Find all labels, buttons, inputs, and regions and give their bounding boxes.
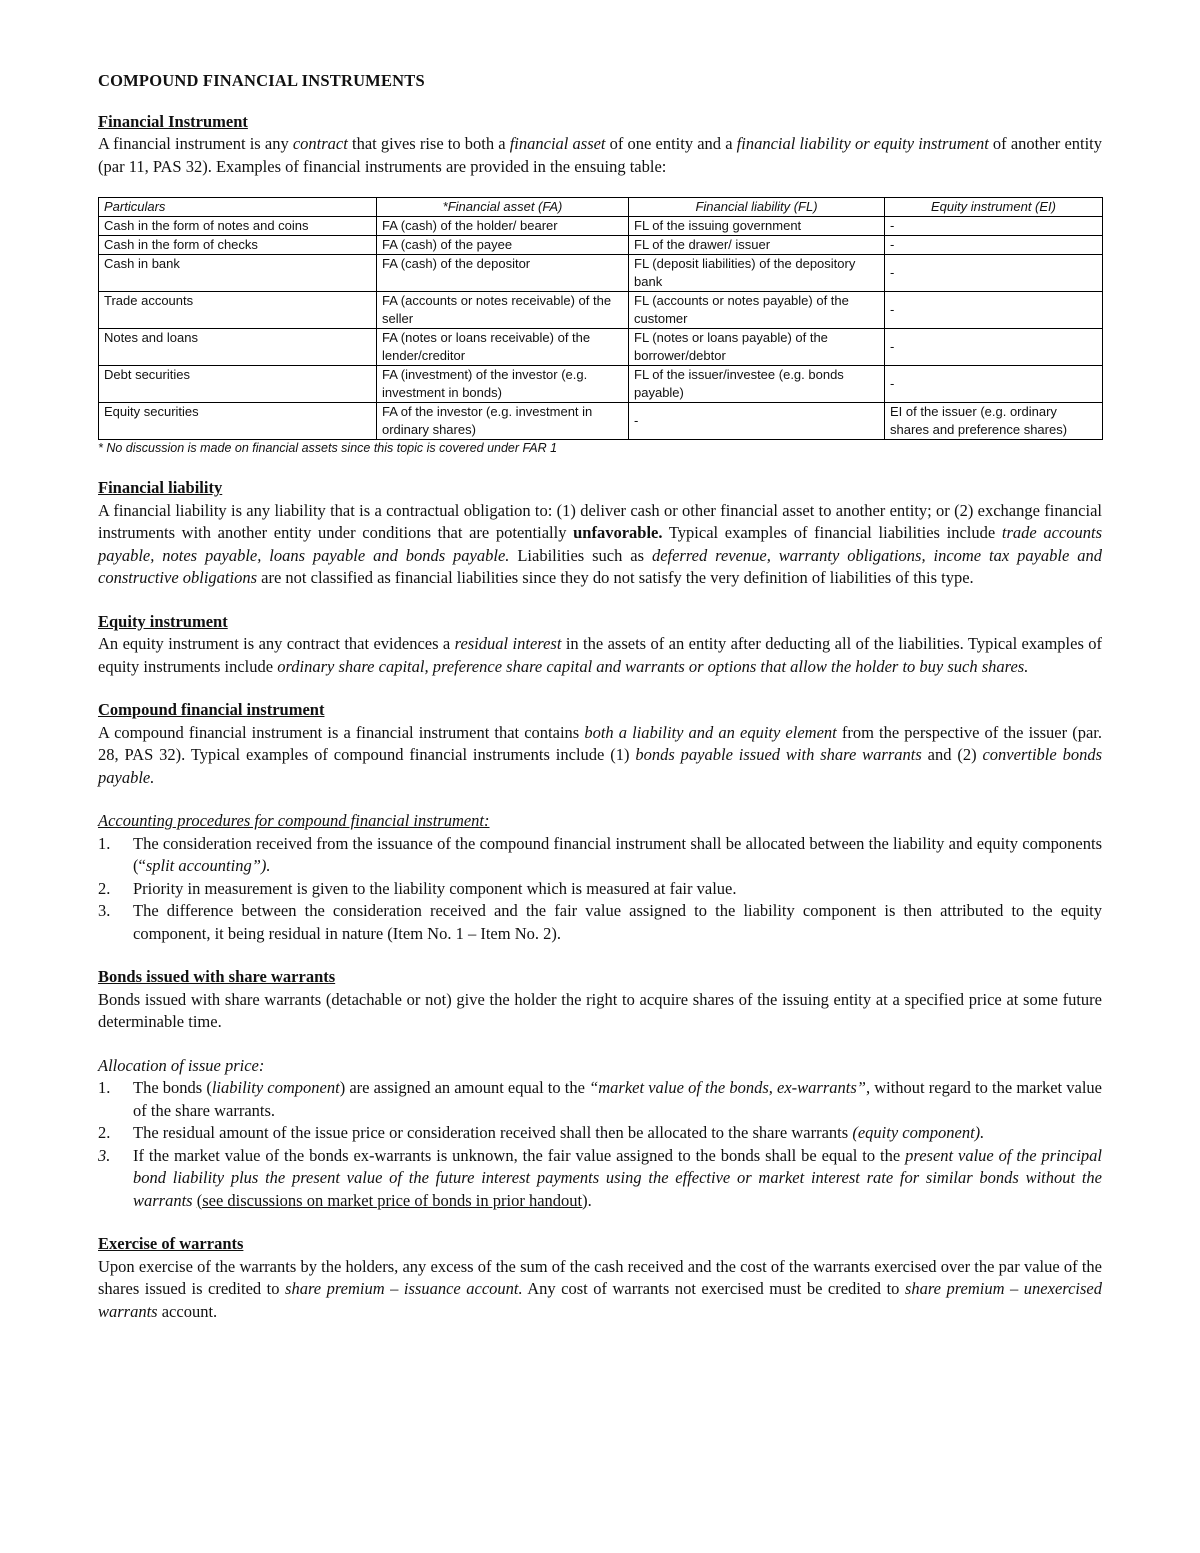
table-cell: - <box>885 292 1103 329</box>
section-heading: Equity instrument <box>98 611 228 631</box>
table-row <box>99 329 1103 366</box>
section-compound-financial-instrument <box>98 699 1102 945</box>
section-financial-liability <box>98 477 1102 590</box>
table-row <box>99 292 1103 329</box>
section-exercise-of-warrants <box>98 1233 1102 1323</box>
list-item: 1. The consideration received from the issuance of the compound financial instrument shall be allocated between the liability and equity components (“split accounting”). <box>98 833 1102 875</box>
table-cell: Notes and loans <box>99 329 377 366</box>
table-cell: FA of the investor (e.g. investment in ordinary shares) <box>377 403 629 440</box>
table-cell: FA (cash) of the holder/ bearer <box>377 217 629 236</box>
table-header-cell: Particulars <box>99 198 377 217</box>
list-item: 2. Priority in measurement is given to the liability component which is measured at fair value. <box>98 878 737 898</box>
table-cell: FA (investment) of the investor (e.g. investment in bonds) <box>377 366 629 403</box>
table-header-cell: *Financial asset (FA) <box>377 198 629 217</box>
section-heading: Bonds issued with share warrants <box>98 967 336 986</box>
section-bonds-with-warrants <box>98 966 1102 1212</box>
table-cell: FA (cash) of the depositor <box>377 255 629 292</box>
table-cell: FL (notes or loans payable) of the borrower/debtor <box>629 329 885 366</box>
table-cell: EI of the issuer (e.g. ordinary shares and preference shares) <box>885 403 1103 440</box>
table-row <box>99 255 1103 292</box>
section-financial-instrument <box>98 111 1102 179</box>
allocation-title: Allocation of issue price: <box>98 1055 265 1075</box>
table-cell: FL of the drawer/ issuer <box>629 236 885 255</box>
table-cell: FL (accounts or notes payable) of the customer <box>629 292 885 329</box>
table-cell: FL of the issuer/investee (e.g. bonds payable) <box>629 366 885 403</box>
table-row <box>99 217 1103 236</box>
table-cell: - <box>629 403 885 440</box>
table-cell: - <box>885 255 1103 292</box>
section-paragraph: A financial instrument is any contract that gives rise to both a financial asset of one entity and a financial liability or equity instrument of another entity (par 11, PAS 32). Examples of financial instruments are provided in the ensuing table: <box>98 134 1103 176</box>
table-row <box>99 366 1103 403</box>
table-cell: FL of the issuing government <box>629 217 885 236</box>
list-item: 3. The difference between the consideration received and the fair value assigned to the liability component is then attributed to the equity component, it being residual in nature (Item No. 1 – Item No. 2). <box>98 901 1102 943</box>
table-cell: Cash in the form of notes and coins <box>99 217 377 236</box>
document-page <box>98 68 1102 1323</box>
table-cell: Cash in bank <box>99 255 377 292</box>
section-paragraph: Upon exercise of the warrants by the holders, any excess of the sum of the cash received and the cost of the warrants exercised over the par value of the shares issued is credited to share premium – issuance account. Any cost of warrants not exercised must be credited to share premium – unexercised warrants account. <box>98 1256 1102 1321</box>
table-cell: - <box>885 329 1103 366</box>
table-row <box>99 403 1103 440</box>
table-header-cell: Equity instrument (EI) <box>885 198 1103 217</box>
document-title: COMPOUND FINANCIAL INSTRUMENTS <box>98 71 425 90</box>
section-heading: Financial Instrument <box>98 111 248 131</box>
table-cell: FA (notes or loans receivable) of the lender/creditor <box>377 329 629 366</box>
list-item: 1. The bonds (liability component) are assigned an amount equal to the “market value of the bonds, ex-warrants”, without regard to the market value of the share warrants. <box>98 1078 1102 1120</box>
table-cell: - <box>885 366 1103 403</box>
section-heading: Exercise of warrants <box>98 1234 244 1253</box>
financial-instruments-table <box>98 197 1103 440</box>
table-header-row <box>99 198 1103 217</box>
allocation-list <box>98 1077 1102 1212</box>
list-item: 3. If the market value of the bonds ex-warrants is unknown, the fair value assigned to the bonds shall be equal to the present value of the principal bond liability plus the present value of the future interest payments using the effective or market interest rate for similar bonds without the warrants (see discussions on market price of bonds in prior handout). <box>98 1145 1102 1210</box>
procedures-list <box>98 833 1102 946</box>
table-cell: Equity securities <box>99 403 377 440</box>
procedures-title: Accounting procedures for compound financial instrument: <box>98 811 490 830</box>
section-heading: Compound financial instrument <box>98 700 325 719</box>
table-cell: FL (deposit liabilities) of the depository bank <box>629 255 885 292</box>
table-cell: Cash in the form of checks <box>99 236 377 255</box>
table-cell: Trade accounts <box>99 292 377 329</box>
section-paragraph: A financial liability is any liability that is a contractual obligation to: (1) deliver cash or other financial asset to another entity; or (2) exchange financial instruments with another entity under conditions that are potentially unfavorable. Typical examples of financial liabilities include trade accounts payable, notes payable, loans payable and bonds payable. Liabilities such as deferred revenue, warranty obligations, income tax payable and constructive obligations are not classified as financial liabilities since they do not satisfy the very definition of liabilities of this type. <box>98 500 1103 587</box>
table-cell: FA (cash) of the payee <box>377 236 629 255</box>
section-heading: Financial liability <box>98 478 223 497</box>
section-paragraph: Bonds issued with share warrants (detachable or not) give the holder the right to acquire shares of the issuing entity at a specified price at some future determinable time. <box>98 989 1102 1031</box>
table-footnote: * No discussion is made on financial assets since this topic is covered under FAR 1 <box>98 441 558 455</box>
section-paragraph: A compound financial instrument is a financial instrument that contains both a liability and an equity element from the perspective of the issuer (par. 28, PAS 32). Typical examples of compound financial instruments include (1) bonds payable issued with share warrants and (2) convertible bonds payable. <box>98 722 1103 787</box>
table-header-cell: Financial liability (FL) <box>629 198 885 217</box>
table-cell: - <box>885 217 1103 236</box>
list-item: 2. The residual amount of the issue price or consideration received shall then be allocated to the share warrants (equity component). <box>98 1123 985 1142</box>
table-cell: FA (accounts or notes receivable) of the seller <box>377 292 629 329</box>
table-row <box>99 236 1103 255</box>
section-equity-instrument <box>98 611 1102 679</box>
table-cell: Debt securities <box>99 366 377 403</box>
table-cell: - <box>885 236 1103 255</box>
section-paragraph: An equity instrument is any contract that evidences a residual interest in the assets of an entity after deducting all of the liabilities. Typical examples of equity instruments include ordinary share capital, preference share capital and warrants or options that allow the holder to buy such shares. <box>98 634 1103 676</box>
